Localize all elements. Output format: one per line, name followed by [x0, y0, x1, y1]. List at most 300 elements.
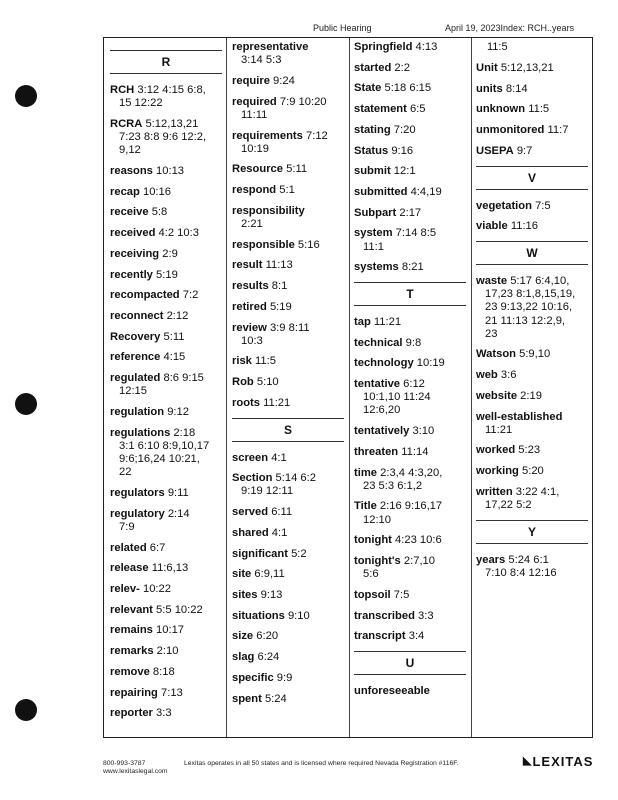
index-entry [476, 411, 588, 437]
page-line-refs: 5:5 10:22 [156, 603, 203, 616]
index-term: Rob [232, 376, 254, 389]
index-term: relevant [110, 603, 153, 616]
index-entry [232, 259, 344, 272]
index-term: submit [354, 165, 391, 178]
page-line-refs-continued: 12:6,20 [363, 404, 401, 417]
index-entry [232, 651, 344, 664]
index-entry [110, 269, 222, 282]
page-line-refs: 4:13 [415, 41, 438, 53]
page-line-refs: 12:1 [393, 165, 416, 178]
index-entry [232, 630, 344, 643]
index-term: tentatively [354, 425, 410, 438]
page-line-refs: 2:9 [162, 247, 178, 260]
index-entry [110, 707, 222, 720]
index-entry [110, 583, 222, 596]
page-line-refs: 2:17 [399, 206, 422, 219]
header-index-range: April 19, 2023Index: RCH..years [445, 23, 575, 33]
index-entry [354, 103, 466, 116]
index-entry [476, 103, 588, 116]
page-line-refs: 5:16 [297, 238, 320, 251]
index-term: systems [354, 261, 399, 274]
page-line-refs: 11:7 [547, 124, 569, 137]
page-line-refs: 3:3 [418, 609, 434, 622]
page-line-refs: 5:23 [518, 444, 541, 457]
page-line-refs: 4:2 10:3 [158, 227, 199, 240]
page-line-refs: 3:22 4:1, [515, 485, 560, 498]
index-term: well-established [476, 410, 563, 423]
index-entry [354, 207, 466, 220]
index-entry [110, 487, 222, 500]
index-term: transcribed [354, 609, 415, 622]
index-entry [232, 96, 344, 122]
index-entry [354, 630, 466, 643]
index-entry [232, 506, 344, 519]
index-entry [110, 310, 222, 323]
column-divider [349, 38, 350, 737]
logo-mark-icon: ◣ [523, 755, 533, 767]
page-line-refs: 9:10 [287, 609, 310, 622]
page-line-refs: 10:13 [156, 165, 185, 178]
page-line-refs: 5:17 6:4,10, [510, 274, 570, 287]
index-entry [476, 220, 588, 233]
index-term: Subpart [354, 206, 397, 219]
index-term: reporter [110, 707, 153, 720]
index-entry [232, 301, 344, 314]
index-entry [110, 624, 222, 637]
index-term: reasons [110, 165, 153, 178]
index-entry [354, 41, 466, 54]
index-entry [476, 369, 588, 382]
index-term: significant [232, 547, 288, 560]
index-entry [110, 406, 222, 419]
index-entry [354, 425, 466, 438]
page-line-refs-continued: 23 5:3 6:1,2 [363, 479, 423, 492]
index-entry [110, 508, 222, 534]
index-term: waste [476, 274, 508, 287]
index-term: remains [110, 624, 153, 637]
page-line-refs: 5:10 [256, 376, 279, 389]
index-entry [110, 427, 222, 480]
page-line-refs-continued: 23 [485, 327, 498, 340]
page-line-refs: 6:9,11 [254, 568, 285, 581]
page-line-refs-continued: 7:23 8:8 9:6 12:2, [119, 131, 207, 144]
index-entry [232, 205, 344, 231]
index-term: remove [110, 665, 150, 678]
page-line-refs: 3:12 4:15 6:8, [137, 84, 206, 96]
index-term: required [232, 95, 277, 108]
index-entry [232, 376, 344, 389]
page-line-refs: 11:5 [528, 103, 550, 116]
index-term: years [476, 553, 506, 566]
section-letter-heading: S [232, 418, 344, 442]
logo-text: LEXITAS [532, 754, 594, 769]
page-line-refs: 11:5 [255, 355, 276, 368]
index-page [103, 37, 593, 738]
index-term: Section [232, 472, 273, 485]
index-entry [354, 467, 466, 493]
index-term: slag [232, 651, 255, 664]
page-line-refs: 10:16 [142, 185, 171, 198]
index-entry [110, 84, 222, 110]
section-letter-heading: T [354, 282, 466, 306]
index-entry [354, 261, 466, 274]
index-entry [354, 316, 466, 329]
page-line-refs: 11:21 [263, 396, 291, 409]
index-term: website [476, 389, 518, 402]
index-term: unknown [476, 103, 526, 116]
page-line-refs: 7:5 [393, 588, 410, 601]
page-line-refs-continued: 3:1 6:10 8:9,10,17 [119, 439, 210, 452]
index-term: unmonitored [476, 124, 545, 137]
page-line-refs-continued: 17,22 5:2 [485, 499, 532, 512]
index-entry [110, 118, 222, 158]
index-term: roots [232, 396, 260, 409]
page-line-refs: 8:14 [505, 82, 528, 95]
index-column-4 [476, 41, 588, 588]
index-term: served [232, 506, 269, 519]
index-term: size [232, 630, 254, 643]
index-entry [110, 351, 222, 364]
index-entry [232, 322, 344, 348]
index-term: topsoil [354, 588, 391, 601]
index-entry [232, 527, 344, 540]
index-entry [110, 289, 222, 302]
page-line-refs: 3:4 [408, 630, 425, 643]
index-entry [110, 372, 222, 398]
index-entry [232, 355, 344, 368]
index-term: regulatory [110, 507, 165, 520]
index-term: specific [232, 671, 274, 684]
page-line-refs-continued: 11:1 [363, 240, 384, 253]
page-line-refs: 7:9 10:20 [279, 95, 327, 108]
page-line-refs-continued: 15 12:22 [119, 97, 163, 110]
index-entry [110, 562, 222, 575]
index-term: started [354, 61, 392, 74]
page-line-refs: 11:13 [265, 259, 293, 272]
index-entry [110, 604, 222, 617]
index-entry [110, 645, 222, 658]
index-term: RCH [110, 84, 135, 96]
page-line-refs: 5:24 [264, 692, 287, 705]
page-line-refs: 8:18 [152, 665, 175, 678]
page-line-refs: 11:6,13 [151, 562, 189, 575]
index-entry [354, 610, 466, 623]
index-term: release [110, 562, 149, 575]
index-term: recompacted [110, 289, 180, 302]
index-entry [476, 390, 588, 403]
binder-hole-1 [15, 85, 37, 107]
index-entry [232, 589, 344, 602]
page-line-refs-continued: 9,12 [119, 144, 141, 157]
page-line-refs: 9:9 [276, 671, 293, 684]
index-term: RCRA [110, 117, 143, 130]
page-line-refs: 10:22 [142, 582, 171, 595]
page-line-refs: 5:12,13,21 [145, 117, 199, 130]
index-entry [232, 672, 344, 685]
page-line-refs: 6:20 [256, 630, 279, 643]
index-entry [354, 227, 466, 253]
index-entry [354, 685, 466, 698]
index-term: stating [354, 123, 391, 136]
index-term: risk [232, 355, 252, 368]
page-line-refs: 8:21 [401, 261, 424, 274]
page-line-refs: 3:6 [500, 369, 517, 382]
index-entry [354, 555, 466, 581]
index-term: representative [232, 41, 309, 53]
index-term: received [110, 227, 156, 240]
page-line-refs: 3:10 [412, 425, 435, 438]
page-line-refs: 9:24 [273, 74, 295, 87]
index-entry [476, 444, 588, 457]
index-entry [476, 83, 588, 96]
column-divider [226, 38, 227, 737]
index-term: Title [354, 500, 377, 513]
page-line-refs: 9:7 [516, 144, 533, 157]
index-term: receiving [110, 247, 160, 260]
index-term: review [232, 321, 267, 334]
page-line-refs: 4:1 [271, 451, 287, 464]
page-line-refs: 4:15 [163, 351, 186, 364]
index-term: units [476, 82, 503, 95]
index-term: results [232, 280, 269, 293]
page-line-refs-continued: 5:6 [363, 568, 379, 581]
index-entry [354, 446, 466, 459]
index-term: responsible [232, 238, 295, 251]
page-line-refs-continued: 2:21 [241, 218, 263, 231]
page-line-refs: 11:14 [401, 445, 429, 458]
page-line-refs: 5:19 [156, 268, 178, 281]
index-term: Unit [476, 62, 498, 74]
index-entry [354, 186, 466, 199]
index-entry [232, 568, 344, 581]
index-column-2 [232, 41, 344, 713]
index-entry [476, 275, 588, 341]
index-entry [110, 186, 222, 199]
index-term: system [354, 227, 393, 240]
index-entry [354, 378, 466, 418]
index-entry [476, 486, 588, 512]
index-term: result [232, 259, 263, 272]
page-line-refs: 7:2 [182, 289, 199, 302]
index-column-3 [354, 41, 466, 706]
index-term: relev- [110, 582, 140, 595]
page-line-refs: 2:2 [394, 61, 410, 74]
page-line-refs: 7:14 8:5 [395, 227, 437, 240]
index-entry [354, 337, 466, 350]
index-term: respond [232, 184, 277, 197]
page-line-refs: 6:24 [257, 651, 280, 664]
footer-notice: Lexitas operates in all 50 states and is licensed where required Nevada Registration #116F. [184, 760, 459, 767]
index-entry [354, 165, 466, 178]
page-line-refs: 6:7 [149, 541, 166, 554]
page-line-refs-continued: 10:19 [241, 142, 269, 155]
index-term: reference [110, 351, 161, 364]
index-entry [354, 357, 466, 370]
page-line-refs: 10:19 [416, 357, 445, 370]
index-term: regulated [110, 372, 161, 385]
index-entry [232, 163, 344, 176]
page-line-refs: 9:16 [391, 144, 414, 157]
index-entry [476, 200, 588, 213]
index-term: regulations [110, 426, 171, 439]
binder-hole-3 [15, 699, 37, 721]
page-line-refs-continued: 12:10 [363, 513, 391, 526]
index-entry [110, 687, 222, 700]
lexitas-logo [523, 754, 593, 769]
index-entry [232, 280, 344, 293]
page-line-refs: 6:12 [403, 378, 425, 391]
index-term: related [110, 541, 147, 554]
index-entry [354, 500, 466, 526]
page-line-refs: 9:12 [167, 405, 189, 418]
index-term: tentative [354, 378, 401, 391]
index-term: remarks [110, 645, 154, 658]
index-entry [232, 548, 344, 561]
index-entry [354, 589, 466, 602]
index-term: responsibility [232, 204, 305, 217]
index-column-1 [110, 41, 222, 728]
index-term: recap [110, 185, 140, 198]
index-entry [354, 145, 466, 158]
index-term: spent [232, 692, 262, 705]
index-entry [476, 554, 588, 580]
index-entry [110, 331, 222, 344]
index-term: Resource [232, 163, 283, 176]
page-line-refs: 4:23 10:6 [395, 534, 442, 547]
page-line-refs: 9:11 [167, 486, 189, 499]
index-term: Springfield [354, 41, 413, 53]
index-entry [354, 124, 466, 137]
page-line-refs: 5:1 [279, 184, 295, 197]
page-line-refs: 9:13 [260, 588, 283, 601]
index-entry [232, 472, 344, 498]
index-term: statement [354, 103, 407, 116]
index-entry [232, 452, 344, 465]
section-letter-heading: U [354, 651, 466, 675]
index-entry [110, 248, 222, 261]
page-line-refs-continued: 11:11 [241, 108, 268, 121]
continued-locator: 11:5 [487, 41, 508, 53]
page-line-refs: 11:16 [510, 220, 538, 233]
index-term: recently [110, 268, 153, 281]
index-term: regulation [110, 405, 165, 418]
index-entry [232, 397, 344, 410]
footer-website: www.lexitaslegal.com [103, 768, 168, 775]
page-line-refs: 10:17 [156, 624, 185, 637]
index-term: tap [354, 315, 371, 328]
page-line-refs-continued: 23 9:13,22 10:16, [485, 301, 573, 314]
index-term: sites [232, 588, 258, 601]
index-entry [110, 206, 222, 219]
index-term: situations [232, 609, 285, 622]
page-line-refs: 5:11 [286, 163, 308, 176]
index-term: screen [232, 451, 269, 464]
index-entry [110, 542, 222, 555]
page-line-refs: 4:4,19 [410, 185, 442, 198]
index-entry [232, 184, 344, 197]
page-line-refs: 7:12 [306, 129, 328, 142]
page-line-refs: 5:18 6:15 [384, 82, 432, 95]
page-line-refs-continued: 17,23 8:1,8,15,19, [485, 288, 576, 301]
index-entry [232, 75, 344, 88]
index-entry [110, 666, 222, 679]
index-term: tonight [354, 534, 392, 547]
page-line-refs: 5:19 [269, 300, 292, 313]
index-entry [476, 348, 588, 361]
page-line-refs-continued: 10:3 [241, 334, 263, 347]
page-line-refs: 7:13 [160, 686, 183, 699]
index-entry [232, 610, 344, 623]
index-entry [232, 41, 344, 67]
index-entry [232, 130, 344, 156]
index-term: require [232, 74, 270, 87]
page-line-refs: 2:12 [166, 309, 189, 322]
index-term: retired [232, 300, 267, 313]
page-line-refs: 5:11 [163, 330, 185, 343]
index-term: vegetation [476, 199, 532, 212]
index-term: threaten [354, 445, 399, 458]
page-line-refs: 5:12,13,21 [500, 62, 554, 74]
page-line-refs: 2:19 [520, 389, 542, 402]
page-line-refs: 8:6 9:15 [163, 372, 204, 385]
page-line-refs-continued: 7:9 [119, 520, 135, 533]
index-term: worked [476, 444, 516, 457]
index-term: USEPA [476, 144, 514, 157]
page-line-refs: 3:3 [156, 707, 172, 720]
index-entry [476, 145, 588, 158]
index-entry [354, 534, 466, 547]
page-line-refs-continued: 9:6;16,24 10:21, [119, 453, 200, 466]
page-line-refs: 2:18 [173, 426, 196, 439]
index-term: written [476, 485, 513, 498]
index-term: working [476, 465, 519, 478]
section-letter-heading: Y [476, 520, 588, 544]
index-entry [232, 693, 344, 706]
index-term: shared [232, 526, 269, 539]
page-line-refs: 5:24 6:1 [508, 553, 549, 566]
page-line-refs: 6:11 [271, 506, 293, 519]
index-term: submitted [354, 185, 408, 198]
section-letter-heading: W [476, 241, 588, 265]
index-entry [232, 239, 344, 252]
index-term: unforeseeable [354, 685, 430, 698]
index-term: regulators [110, 486, 165, 499]
index-term: requirements [232, 129, 303, 142]
page-line-refs: 3:9 8:11 [269, 321, 310, 334]
page-line-refs: 2:7,10 [403, 555, 435, 568]
index-entry [476, 62, 588, 75]
index-entry [476, 465, 588, 478]
index-term: State [354, 82, 382, 95]
index-term: reconnect [110, 309, 164, 322]
index-term: site [232, 568, 252, 581]
page-line-refs-continued: 3:14 5:3 [241, 54, 282, 67]
footer-phone: 800-993-3787 [103, 760, 146, 767]
page-line-refs: 5:20 [522, 465, 544, 478]
page-line-refs-continued: 21 11:13 12:2,9, [485, 314, 566, 327]
index-term: viable [476, 220, 508, 233]
section-letter-heading: R [110, 50, 222, 74]
page-line-refs: 7:20 [393, 123, 416, 136]
page-line-refs-continued: 11:21 [485, 423, 513, 436]
index-entry [354, 62, 466, 75]
index-term: technical [354, 336, 403, 349]
page-line-refs-continued: 12:15 [119, 385, 147, 398]
page-line-refs-continued: 9:19 12:11 [241, 485, 294, 498]
index-entry [476, 124, 588, 137]
section-letter-heading: V [476, 166, 588, 190]
column-divider [471, 38, 472, 737]
